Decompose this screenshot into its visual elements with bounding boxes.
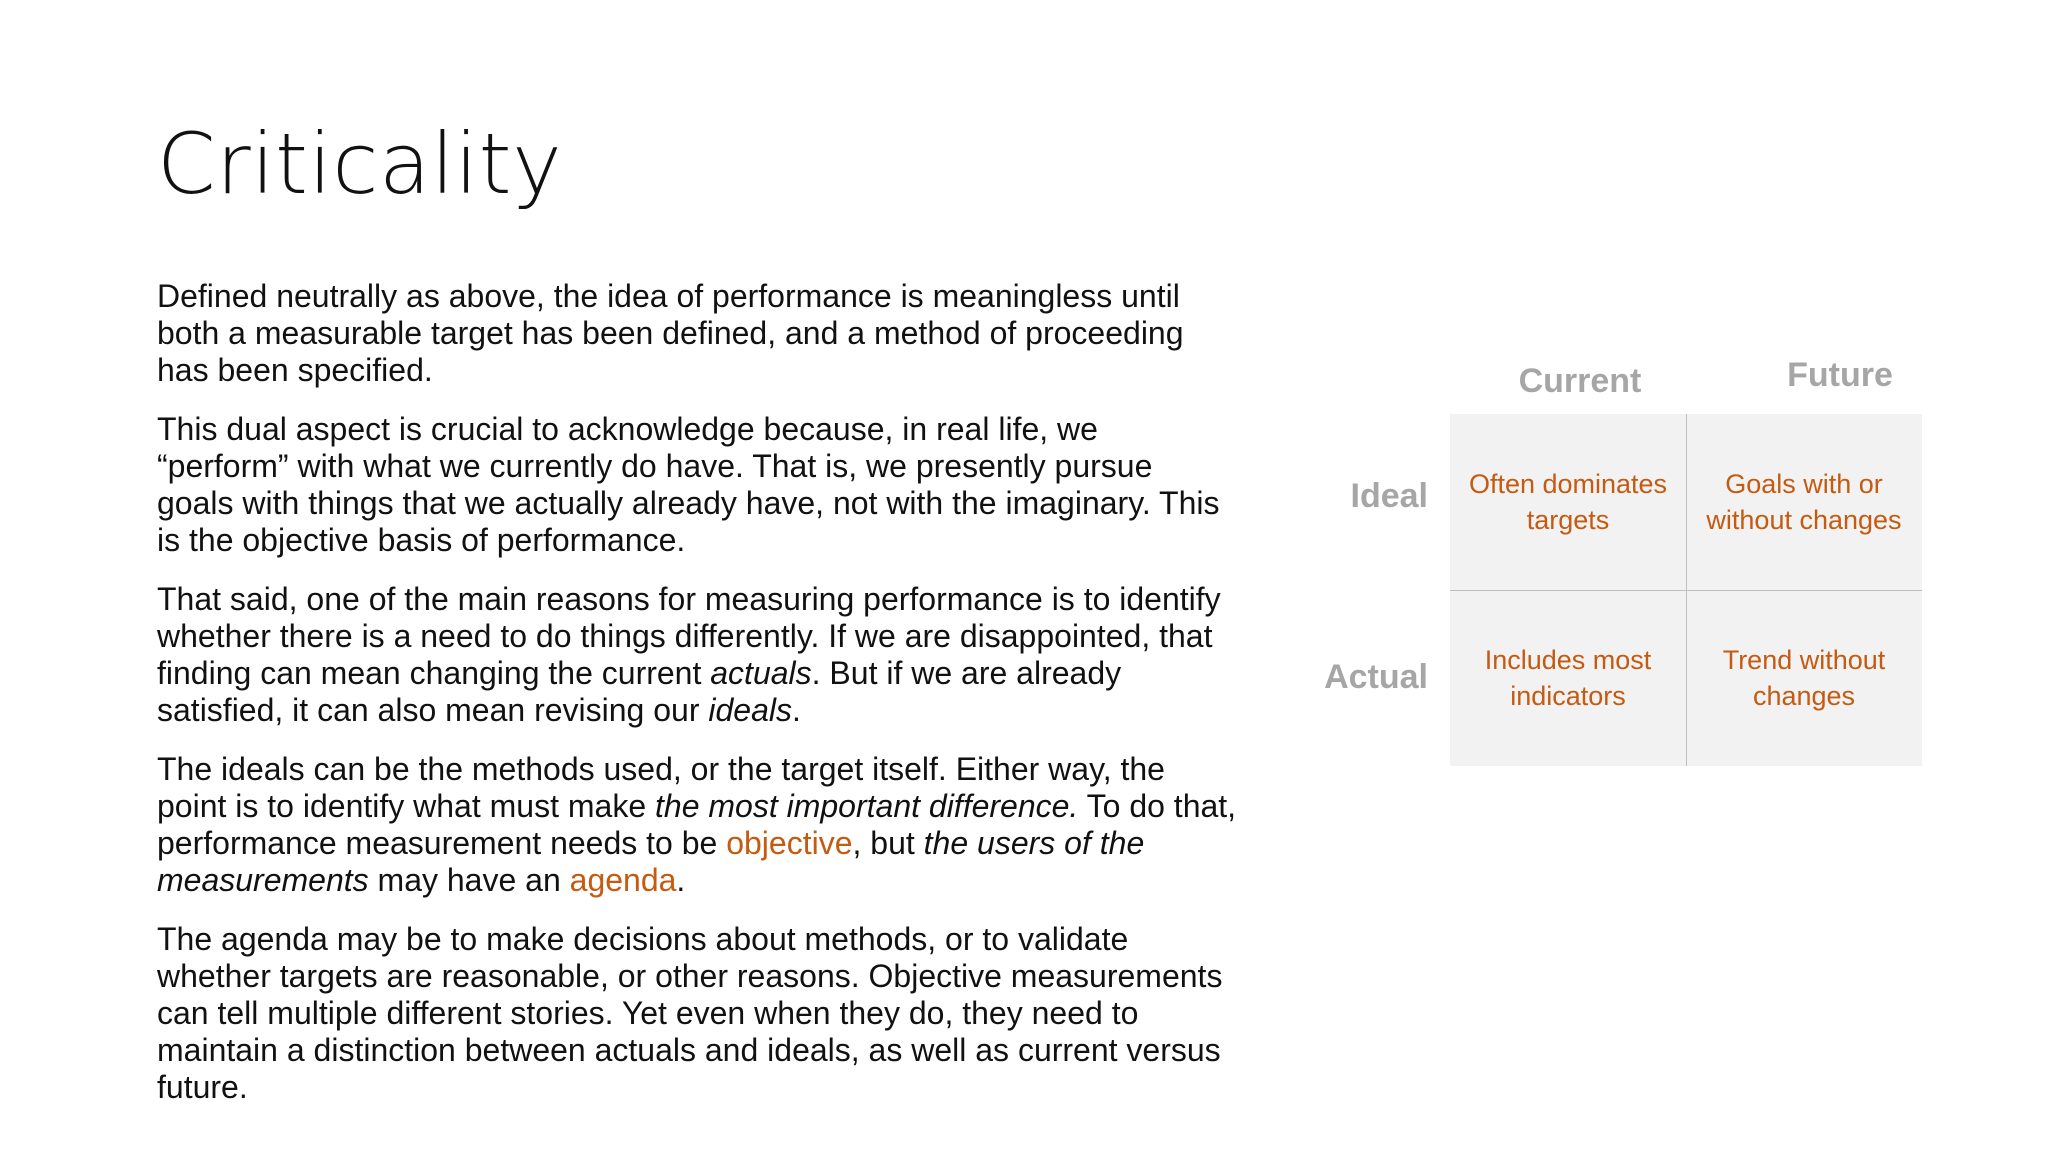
text-run: The ideals can be the methods used, or the target itself. Either way, the point is to identify what must make	[157, 751, 1165, 824]
paragraph	[157, 278, 1237, 389]
text-run: This dual aspect is crucial to acknowledge because, in real life, we “perform” with what we currently do have. That is, we presently pursue goals with things that we actually already have, not with the imaginary. This is the objective basis of performance.	[157, 411, 1220, 558]
text-run: may have an	[368, 862, 570, 898]
grid-divider-horizontal	[1450, 590, 1922, 591]
paragraph	[157, 411, 1237, 559]
text-run: , but	[852, 825, 924, 861]
text-run: . But if we are already satisfied, it can also mean revising our	[157, 655, 1122, 728]
cell-ideal-current: Often dominates targets	[1468, 469, 1668, 535]
text-run: Defined neutrally as above, the idea of performance is meaningless until both a measurable target has been defined, and a method of proceeding has been specified.	[157, 278, 1184, 388]
matrix-row-actual: Actual	[1324, 658, 1428, 696]
text-run: To do that, performance measurement needs to be	[157, 788, 1237, 861]
cell-actual-future: Trend without changes	[1722, 645, 1886, 711]
text-run: .	[676, 862, 686, 898]
paragraph	[157, 751, 1237, 899]
paragraph	[157, 581, 1237, 729]
cell-actual-current: Includes most indicators	[1484, 645, 1652, 711]
cell-ideal-future: Goals with or without changes	[1706, 469, 1902, 535]
text-run: That said, one of the main reasons for measuring performance is to identify whether there is a need to do things differently. If we are disappointed, that finding can mean changing the current	[157, 581, 1221, 691]
paragraph	[157, 921, 1237, 1106]
accent-objective: objective	[726, 825, 853, 861]
slide-title: Criticality	[157, 115, 563, 213]
body-text	[157, 278, 1237, 1128]
matrix-column-future: Future	[1787, 356, 1893, 394]
matrix-row-ideal: Ideal	[1350, 477, 1428, 515]
matrix-grid	[1450, 414, 1922, 766]
emphasis-users-of-measurements: the users of the measurements	[157, 825, 1145, 898]
accent-agenda: agenda	[569, 862, 677, 898]
emphasis-most-important-difference: the most important difference.	[655, 788, 1079, 824]
matrix-column-current: Current	[1518, 362, 1642, 400]
emphasis-actuals: actuals	[710, 655, 812, 691]
emphasis-ideals: ideals	[708, 692, 792, 728]
text-run: .	[791, 692, 801, 728]
text-run: The agenda may be to make decisions about methods, or to validate whether targets are reasonable, or other reasons. Objective measurements can tell multiple different stories. Yet even when they do, they need to maintain a distinction between actuals and ideals, as well as current versus future.	[157, 921, 1223, 1105]
